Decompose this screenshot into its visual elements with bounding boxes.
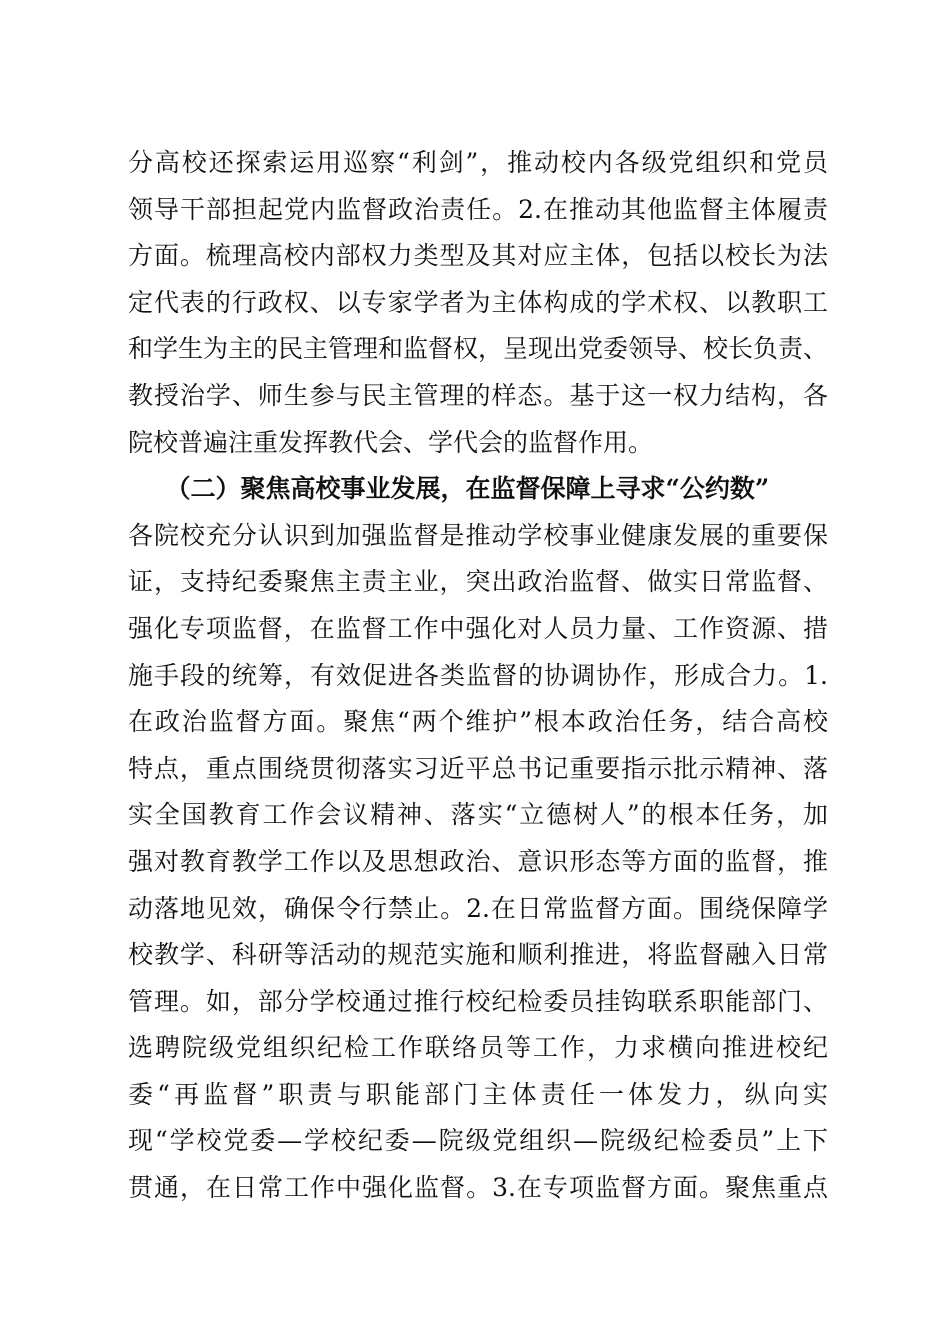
paragraph-line: 选聘院级党组织纪检工作联络员等工作，力求横向推进校纪 bbox=[128, 1033, 828, 1063]
paragraph-line: 院校普遍注重发挥教代会、学代会的监督作用。 bbox=[128, 427, 654, 457]
paragraph-line: 委“再监督”职责与职能部门主体责任一体发力，纵向实 bbox=[128, 1079, 828, 1109]
paragraph-line: 定代表的行政权、以专家学者为主体构成的学术权、以教职工 bbox=[128, 287, 828, 317]
body-text bbox=[128, 140, 828, 1212]
paragraph-line: 强对教育教学工作以及思想政治、意识形态等方面的监督，推 bbox=[128, 846, 828, 876]
paragraph-line: 分高校还探索运用巡察“利剑”，推动校内各级党组织和党员 bbox=[128, 148, 828, 177]
paragraph-line: 证，支持纪委聚焦主责主业，突出政治监督、做实日常监督、 bbox=[128, 567, 828, 597]
paragraph-line: 在政治监督方面。聚焦“两个维护”根本政治任务，结合高校 bbox=[128, 707, 828, 737]
section-heading-line: （二）聚焦高校事业发展，在监督保障上寻求“公约数” bbox=[128, 474, 770, 504]
paragraph-line: 领导干部担起党内监督政治责任。2.在推动其他监督主体履责 bbox=[128, 194, 828, 224]
paragraph-line: 各院校充分认识到加强监督是推动学校事业健康发展的重要保 bbox=[128, 520, 828, 550]
paragraph-line: 施手段的统筹，有效促进各类监督的协调协作，形成合力。1. bbox=[128, 660, 828, 690]
paragraph-line: 实全国教育工作会议精神、落实“立德树人”的根本任务，加 bbox=[128, 800, 828, 830]
paragraph-line: 教授治学、师生参与民主管理的样态。基于这一权力结构，各 bbox=[128, 380, 828, 410]
paragraph-line: 和学生为主的民主管理和监督权，呈现出党委领导、校长负责、 bbox=[128, 334, 828, 364]
paragraph-line: 方面。梳理高校内部权力类型及其对应主体，包括以校长为法 bbox=[128, 241, 828, 271]
paragraph-line: 校教学、科研等活动的规范实施和顺利推进，将监督融入日常 bbox=[128, 940, 828, 970]
paragraph-line: 强化专项监督，在监督工作中强化对人员力量、工作资源、措 bbox=[128, 613, 828, 643]
paragraph-line: 现“学校党委—学校纪委—院级党组织—院级纪检委员”上下 bbox=[128, 1126, 828, 1156]
paragraph-line: 动落地见效，确保令行禁止。2.在日常监督方面。围绕保障学 bbox=[128, 893, 828, 923]
paragraph-line: 特点，重点围绕贯彻落实习近平总书记重要指示批示精神、落 bbox=[128, 753, 828, 783]
paragraph-line: 贯通，在日常工作中强化监督。3.在专项监督方面。聚焦重点 bbox=[128, 1173, 828, 1203]
paragraph-line: 管理。如，部分学校通过推行校纪检委员挂钩联系职能部门、 bbox=[128, 986, 828, 1016]
